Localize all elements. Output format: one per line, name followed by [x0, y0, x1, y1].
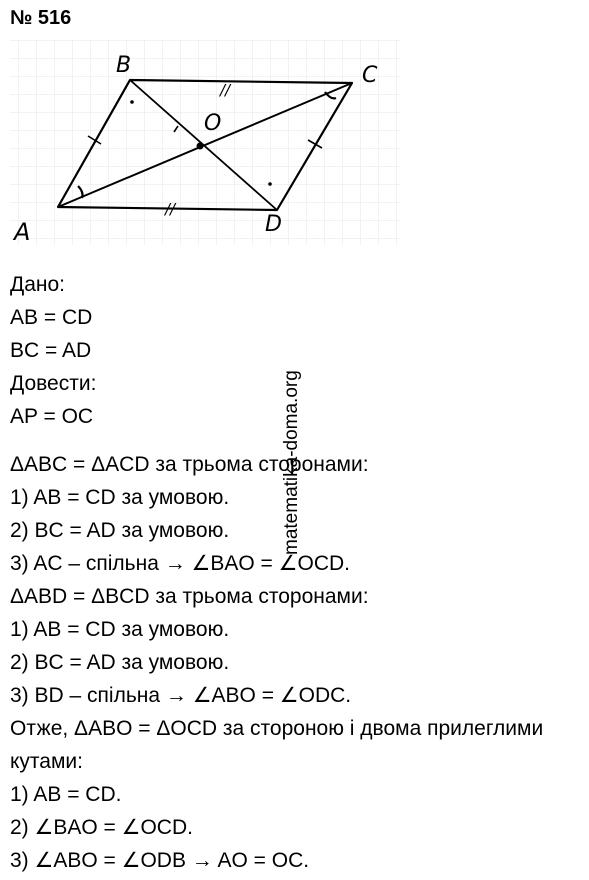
- proof-line: 1) AB = CD.: [10, 783, 122, 806]
- proof-line: 1) AB = CD за умовою.: [10, 618, 230, 641]
- label-a: A: [14, 218, 31, 246]
- proof-line: ΔABC = ΔACD за трьома сторонами:: [10, 453, 369, 476]
- proof-line: 2) BC = AD за умовою.: [10, 651, 230, 674]
- proof-line: ΔABD = ΔBCD за трьома сторонами:: [10, 585, 369, 608]
- label-o: O: [204, 111, 222, 136]
- given-heading: Дано:: [10, 273, 66, 296]
- angle-dot-b: [130, 100, 134, 104]
- watermark: matematika-doma.org: [281, 370, 302, 555]
- proof-line: 2) BC = AD за умовою.: [10, 519, 230, 542]
- prove-statement: AP = OC: [10, 405, 94, 428]
- angle-dot-d: [268, 182, 272, 186]
- proof-line: кутами:: [10, 750, 83, 773]
- given-bc-ad: BC = AD: [10, 339, 92, 362]
- label-b: B: [116, 53, 132, 78]
- proof-line: 3) BD – спільна → ∠ABO = ∠ODC.: [10, 684, 352, 707]
- proof-line: Отже, ΔABO = ΔOCD за стороною і двома прилеглими: [10, 717, 544, 740]
- problem-number: № 516: [10, 7, 72, 29]
- mark-bc: //: [220, 81, 231, 99]
- point-o: [197, 143, 204, 150]
- proof-line: 3) AC – спільна → ∠BAO = ∠OCD.: [10, 552, 350, 575]
- parallelogram-figure: [0, 40, 410, 250]
- proof-line: 3) ∠ABO = ∠ODB → AO = OC.: [10, 849, 310, 872]
- grid-background: [10, 40, 400, 245]
- proof-line: 2) ∠BAO = ∠OCD.: [10, 816, 193, 839]
- label-c: C: [362, 63, 378, 88]
- label-d: D: [265, 212, 282, 237]
- proof-line: 1) AB = CD за умовою.: [10, 486, 230, 509]
- mark-ad: //: [165, 200, 176, 218]
- given-ab-cd: AB = CD: [10, 306, 93, 329]
- prove-heading: Довести:: [10, 372, 97, 395]
